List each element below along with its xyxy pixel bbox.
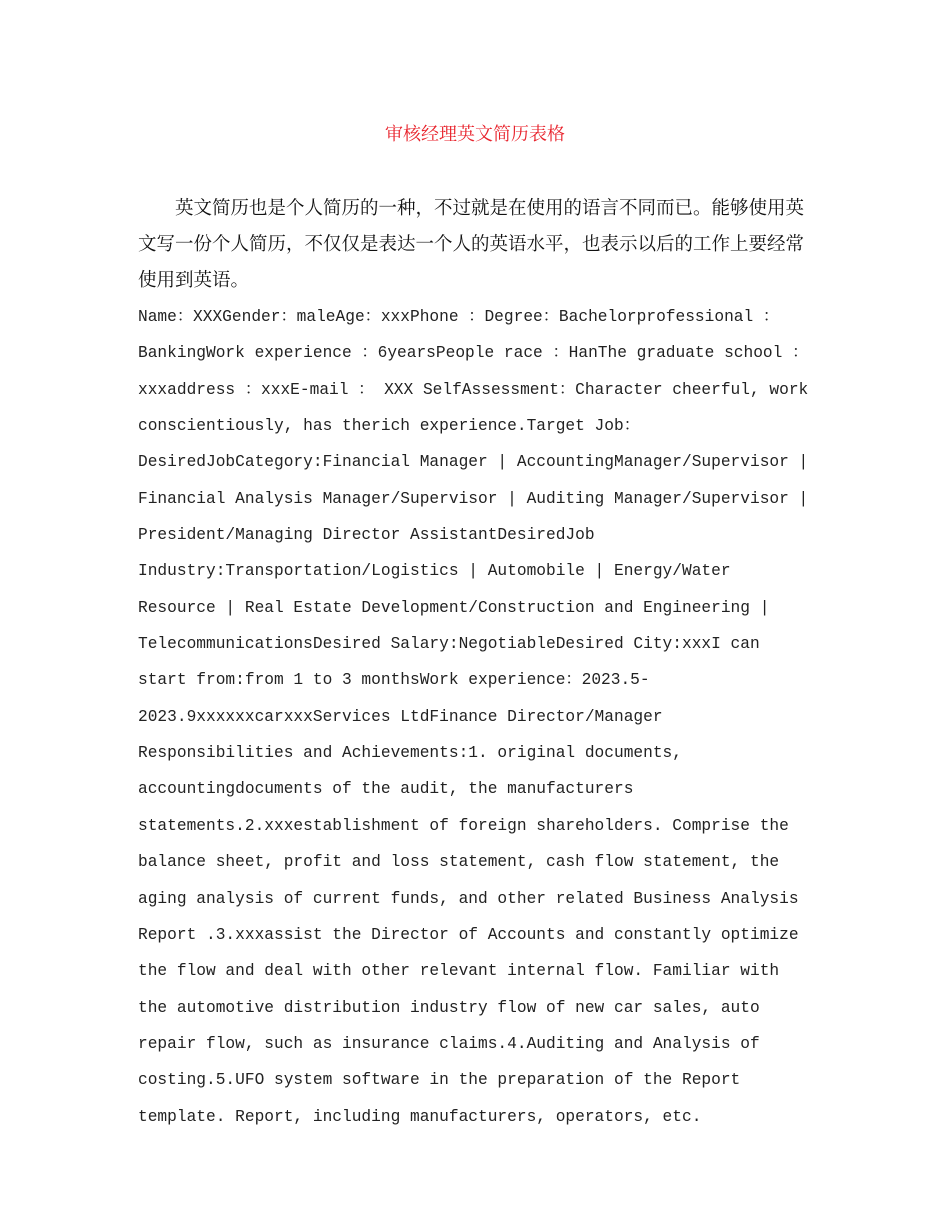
intro-paragraph: 英文简历也是个人简历的一种，不过就是在使用的语言不同而已。能够使用英文写一份个人简历，不仅仅是表达一个人的英语水平，也表示以后的工作上要经常使用到英语。 [138, 198, 805, 291]
resume-body-text: Name：XXXGender：maleAge：xxxPhone ：Degree：Bachelorprofessional ：BankingWork experience ：6yearsPeople race ：HanThe graduate school ：xxxaddress ：xxxE-mail ： XXX SelfAssessment：Character cheerful, work conscientiously, has therich experience.Target Job：DesiredJobCategory:Financial Manager | AccountingManager/Supervisor | Financial Analysis Manager/Supervisor | Auditing Manager/Supervisor | President/Managing Director AssistantDesiredJob Industry:Transportation/Logistics | Automobile | Energy/Water Resource | Real Estate Development/Construction and Engineering | TelecommunicationsDesired Salary:NegotiableDesired City:xxxI can start from:from 1 to 3 monthsWork experience：2023.5-2023.9xxxxxxcarxxxServices LtdFinance Director/Manager Responsibilities and Achievements:1. original documents, accountingdocuments of the audit, the manufacturers statements.2.xxxestablishment of foreign shareholders. Comprise the balance sheet, profit and loss statement, cash flow statement, the aging analysis of current funds, and other related Business Analysis Report .3.xxxassist the Director of Accounts and constantly optimize the flow and deal with other relevant internal flow. Familiar with the automotive distribution industry flow of new car sales, auto repair flow, such as insurance claims.4.Auditing and Analysis of costing.5.UFO system software in the preparation of the Report template. Report, including manufacturers, operators, etc. [138, 308, 809, 1126]
document-title: 审核经理英文简历表格 [385, 124, 565, 145]
